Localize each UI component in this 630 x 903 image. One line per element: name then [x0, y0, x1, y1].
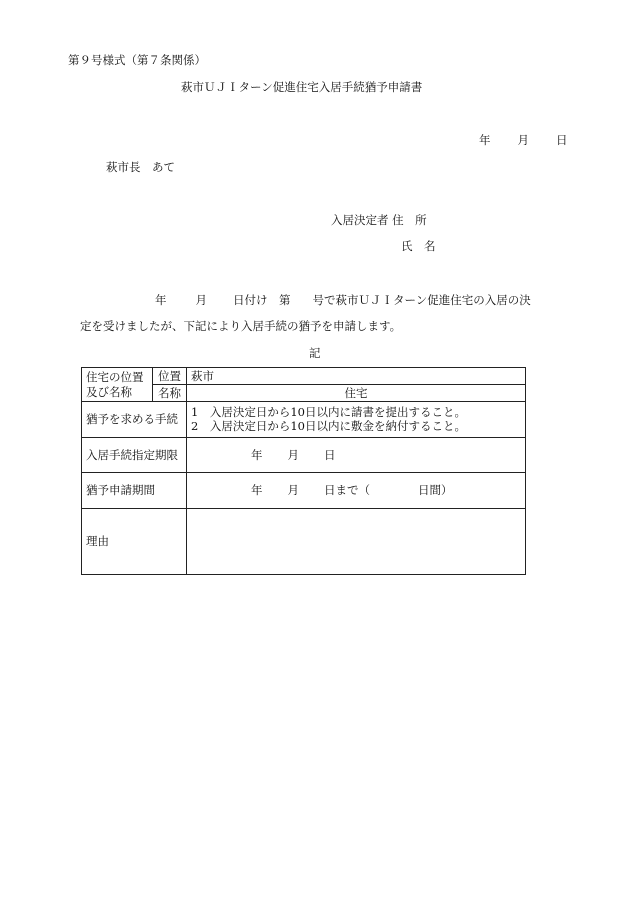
period-value[interactable]: [187, 472, 526, 508]
period-month: 月: [287, 483, 299, 498]
body-text-line2: 定を受けましたが、下記により入居手続の猶予を申請します。: [80, 319, 402, 333]
procedure-item-2: 2 入居決定日から10日以内に敷金を納付すること。: [191, 419, 466, 434]
deadline-value[interactable]: [187, 437, 526, 472]
reason-value[interactable]: [187, 509, 526, 575]
procedure-item-1: 1 入居決定日から10日以内に請書を提出すること。: [191, 405, 466, 420]
name-value[interactable]: 住宅: [187, 385, 526, 402]
applicant-address-label: 入居決定者 住 所: [331, 213, 427, 227]
date-day: 日: [556, 133, 568, 147]
position-value[interactable]: 萩市: [187, 368, 526, 385]
location-header-line1: 住宅の位置: [86, 370, 144, 385]
ki-heading: 記: [309, 346, 321, 360]
name-label: 名称: [153, 385, 187, 402]
period-label: 猶予申請期間: [82, 472, 187, 508]
applicant-name-label: 氏 名: [401, 239, 436, 253]
application-table: [81, 367, 526, 575]
deadline-day: 日: [324, 447, 336, 462]
body-year: 年: [155, 293, 167, 307]
form-number: 第９号様式（第７条関係）: [68, 53, 206, 67]
location-header-line2: 及び名称: [86, 384, 132, 399]
procedures-list: [187, 402, 526, 437]
document-title: 萩市ＵＪＩターン促進住宅入居手続猶予申請書: [181, 80, 423, 94]
deadline-label: 入居手続指定期限: [82, 437, 187, 472]
period-year: 年: [251, 483, 263, 498]
reason-label: 理由: [82, 509, 187, 575]
period-days: 日間）: [418, 483, 453, 498]
position-label: 位置: [153, 368, 187, 385]
deadline-year: 年: [251, 447, 263, 462]
date-month: 月: [517, 133, 529, 147]
body-rest: 号で萩市ＵＪＩターン促進住宅の入居の決: [312, 293, 531, 307]
body-text-line1: [155, 295, 531, 307]
location-header: [82, 368, 153, 402]
body-month: 月: [195, 293, 207, 307]
deadline-month: 月: [287, 447, 299, 462]
date-year: 年: [479, 133, 491, 147]
date-line: [479, 135, 568, 147]
period-until: 日まで（: [324, 483, 370, 498]
addressee: 萩市長 あて: [106, 160, 175, 174]
body-dated: 日付け 第: [233, 293, 291, 307]
procedures-label: 猶予を求める手続: [82, 402, 187, 437]
